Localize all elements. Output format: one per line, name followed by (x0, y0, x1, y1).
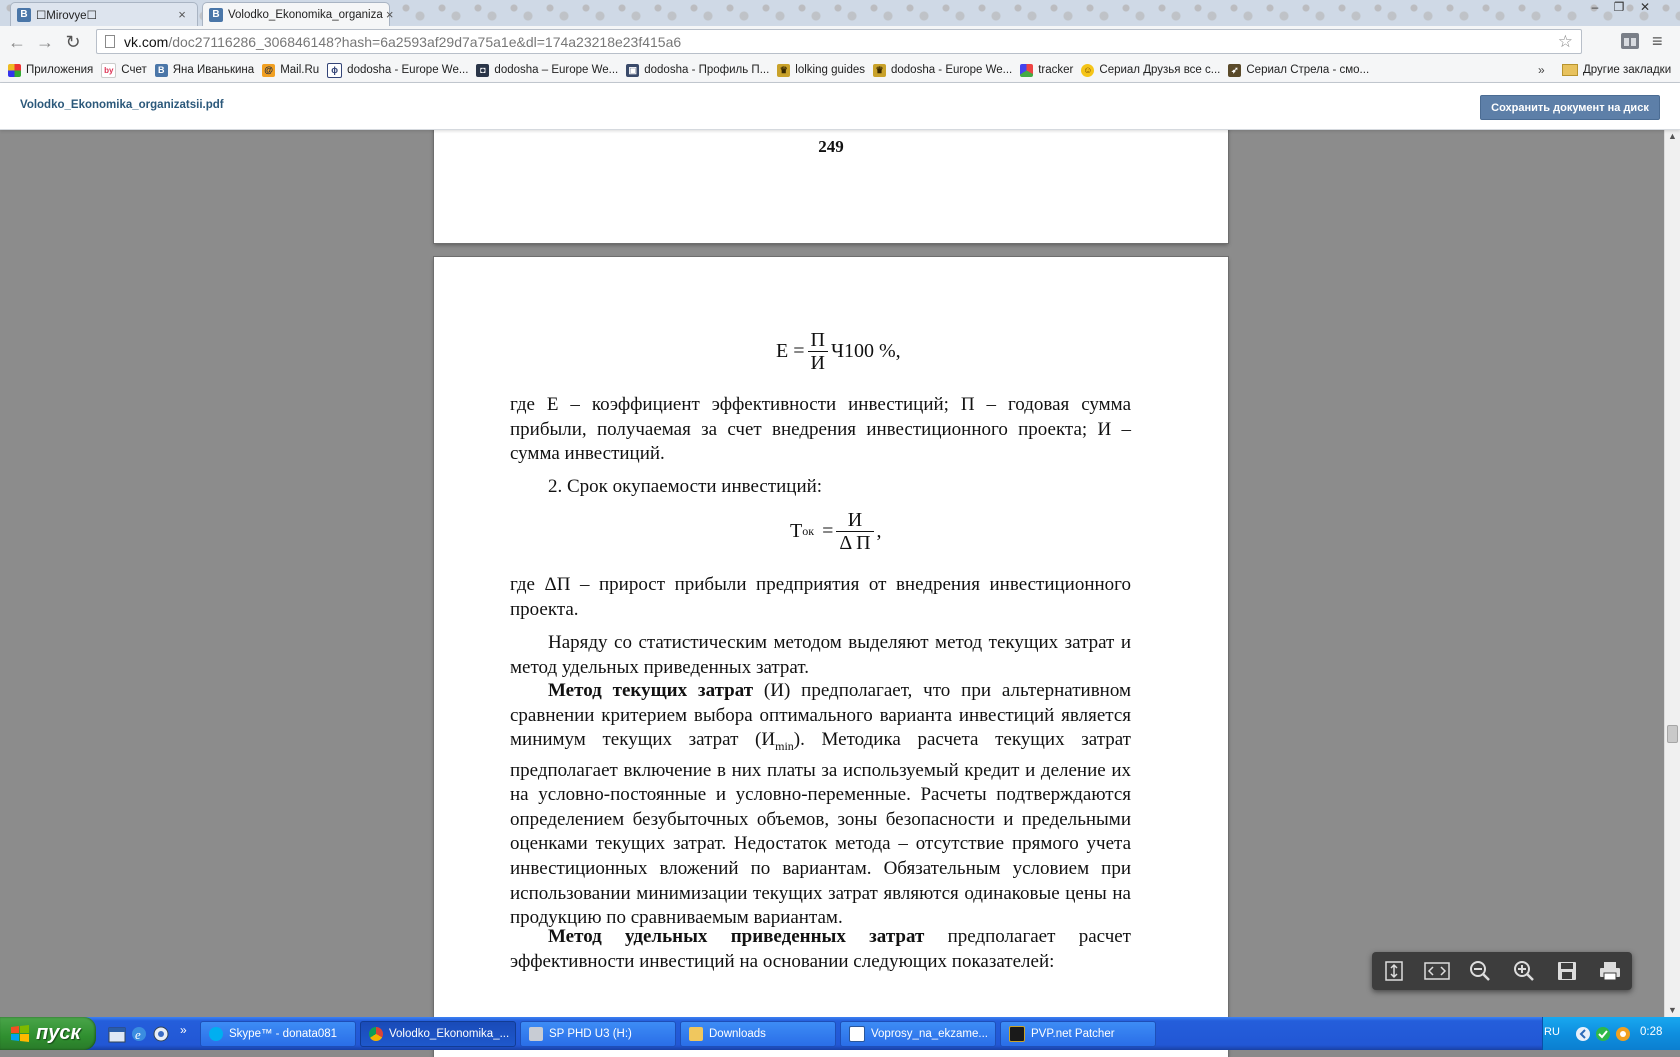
tab-title: Volodko_Ekonomika_organiza (228, 8, 383, 21)
bookmark-item[interactable]: B Яна Иванькина (155, 64, 254, 77)
taskbar-button-word[interactable]: Voprosy_na_ekzame... (840, 1021, 996, 1047)
bookmark-item[interactable]: ➶ Сериал Стрела - смо... (1228, 64, 1369, 77)
zoom-out-button[interactable] (1463, 956, 1497, 986)
printer-icon (1598, 960, 1622, 982)
skype-icon (209, 1027, 223, 1041)
internet-explorer-icon[interactable] (130, 1025, 148, 1043)
vertical-scrollbar[interactable] (1664, 129, 1680, 1017)
zoom-out-icon (1469, 960, 1491, 982)
menu-icon[interactable]: ≡ (1652, 31, 1663, 51)
page-number: 249 (818, 137, 844, 156)
arrow-show-icon: ➶ (1228, 64, 1241, 77)
print-button[interactable] (1593, 956, 1627, 986)
text-paragraph: где ΔП – прирост прибыли предприятия от внедрения инвестиционного проекта. (510, 574, 1131, 620)
bookmark-star-icon[interactable]: ☆ (1557, 32, 1573, 51)
network-status-icon[interactable] (1574, 1025, 1592, 1043)
language-indicator[interactable]: RU (1544, 1026, 1560, 1038)
text-paragraph: Метод текущих затрат (И) предполагает, что при альтернативном сравнении критерием выбора оптимального варианта инвестиций является минимум текущих затрат $(И_{min})$. Методика расчета текущих затрат предполагает включение в них платы за используемый кредит и деление их на условно-постоянные и условно-переменные. Расчеты подтверждаются определением безубыточных объемов, зоны безопасности и предельными оценками текущих затрат. Недостаток метода – отсутствие прямого учета инвестиционных вложений по вариантам. Обязательным условием при использовании минимизации текущих затрат являются одинаковые цены на продукцию по сравниваемым вариантам. (510, 680, 1132, 929)
taskbar-button-skype[interactable]: Skype™ - donata081 (200, 1021, 356, 1047)
fit-width-button[interactable] (1420, 956, 1454, 986)
bookmark-item[interactable]: ♛ lolking guides (777, 64, 865, 77)
lolking-icon: ♛ (777, 64, 790, 77)
tracker-icon (1020, 64, 1033, 77)
pdf-viewer (0, 129, 1664, 1017)
system-clock[interactable]: 0:28 (1640, 1026, 1663, 1038)
document-filename[interactable]: Volodko_Ekonomika_organizatsii.pdf (20, 99, 224, 111)
taskbar-button-chrome[interactable]: Volodko_Ekonomika_... (360, 1021, 516, 1047)
bookmark-item[interactable]: ◘ dodosha – Europe We... (476, 64, 618, 77)
save-document-button[interactable]: Сохранить документ на диск (1480, 95, 1660, 120)
url-domain: vk.com (124, 33, 169, 50)
save-pdf-button[interactable] (1550, 956, 1584, 986)
zoom-in-icon (1513, 960, 1535, 982)
back-button[interactable]: ← (8, 32, 26, 52)
taskbar-button-pvp[interactable]: PVP.net Patcher (1000, 1021, 1156, 1047)
pdf-toolbar (1372, 952, 1632, 990)
close-icon[interactable]: × (385, 7, 394, 22)
document-header (0, 83, 1680, 130)
forward-button[interactable]: → (36, 32, 54, 52)
bookmark-item[interactable]: ϕ dodosha - Europe We... (327, 63, 468, 78)
fit-page-icon (1383, 960, 1405, 982)
folder-icon (689, 1027, 703, 1041)
smiley-icon: ☺ (1083, 65, 1093, 75)
word-document-icon (849, 1026, 865, 1042)
site-icon: ▣ (626, 64, 639, 77)
close-window-button[interactable]: ✕ (1639, 0, 1651, 14)
text-paragraph: Наряду со статистическим методом выделяют метод текущих затрат и метод удельных приведенных затрат. (510, 632, 1131, 678)
extension-icon[interactable] (1620, 32, 1640, 50)
scroll-thumb[interactable] (1667, 725, 1678, 743)
bookmarks-overflow-button[interactable]: » (1538, 63, 1545, 77)
taskbar-button-downloads[interactable]: Downloads (680, 1021, 836, 1047)
formula-efficiency: Е = $\frac{П}{И}$ Ч100 %, (776, 329, 901, 374)
list-item: 2. Срок окупаемости инвестиций: (548, 476, 823, 497)
floppy-disk-icon (1556, 960, 1578, 982)
browser-quicklaunch-icon[interactable] (152, 1025, 170, 1043)
tab-title: ☐Mirovye☐ (36, 9, 97, 22)
bookmark-item[interactable]: tracker (1020, 64, 1073, 77)
close-icon[interactable]: × (178, 7, 186, 22)
scroll-up-arrow-icon[interactable]: ▲ (1668, 131, 1677, 141)
taskbar-button-drive[interactable]: SP PHD U3 (H:) (520, 1021, 676, 1047)
vk-icon: B (17, 8, 31, 22)
svg-text:e: e (135, 1027, 141, 1042)
lolking-icon: ♛ (873, 64, 886, 77)
bookmark-item[interactable]: ☺ Сериал Друзья все с... (1083, 64, 1221, 76)
browser-tab-strip (0, 0, 1680, 26)
restore-button[interactable]: ❐ (1613, 0, 1625, 14)
zoom-in-button[interactable] (1507, 956, 1541, 986)
mailru-icon: @ (262, 64, 275, 77)
quicklaunch-more[interactable]: » (180, 1023, 187, 1037)
skype-tray-icon[interactable] (1594, 1025, 1612, 1043)
league-icon (1009, 1026, 1025, 1042)
bookmark-item[interactable]: ♛ dodosha - Europe We... (873, 64, 1012, 77)
apps-icon (8, 64, 21, 77)
text-paragraph: Метод удельных приведенных затрат предполагает расчет эффективности инвестиций на основании следующих показателей: (510, 926, 1131, 972)
browser-toolbar (0, 26, 1680, 58)
bookmark-item[interactable]: ▣ dodosha - Профиль П... (626, 64, 769, 77)
other-bookmarks-folder[interactable]: Другие закладки (1562, 58, 1671, 82)
pdf-page (434, 257, 1228, 1057)
start-button[interactable]: пуск (0, 1017, 96, 1050)
site-icon: ◘ (476, 64, 489, 77)
calendar-app-icon[interactable] (108, 1025, 126, 1043)
tab-mirovye[interactable] (10, 2, 198, 26)
bookmarks-bar (0, 58, 1680, 83)
fit-page-button[interactable] (1377, 956, 1411, 986)
bybit-icon: by (101, 63, 116, 78)
bookmark-item[interactable]: Приложения (8, 64, 93, 77)
formula-payback: Т ок = $\frac{И}{\text{Δ П}}$ , (790, 509, 882, 554)
scroll-down-arrow-icon[interactable]: ▼ (1668, 1005, 1677, 1015)
bookmark-item[interactable]: @ Mail.Ru (262, 64, 319, 77)
url-path: /doc27116286_306846148?hash=6a2593af29d7a75a1e&dl=174a23218e23f415a6 (168, 33, 682, 50)
text-paragraph: где Е – коэффициент эффективности инвестиций; П – годовая сумма прибыли, получаемая за счет внедрения инвестиционного проекта; И – сумма инвестиций. (510, 394, 1131, 465)
windows-logo-icon (10, 1024, 30, 1044)
update-tray-icon[interactable] (1614, 1025, 1632, 1043)
page-icon (105, 35, 115, 48)
minimize-button[interactable]: – (1591, 0, 1599, 14)
vk-icon: B (155, 64, 168, 77)
address-bar[interactable] (96, 29, 1582, 54)
vk-icon: B (209, 8, 223, 22)
windows-taskbar (0, 1017, 1680, 1050)
fit-width-icon (1423, 960, 1451, 982)
site-icon: ϕ (327, 63, 342, 78)
folder-icon (1562, 64, 1578, 76)
tab-volodko[interactable] (202, 2, 394, 26)
reload-button[interactable]: ↻ (65, 32, 81, 52)
bookmark-item[interactable]: by Счет (101, 63, 146, 78)
drive-icon (529, 1027, 543, 1041)
chrome-icon (369, 1027, 383, 1041)
